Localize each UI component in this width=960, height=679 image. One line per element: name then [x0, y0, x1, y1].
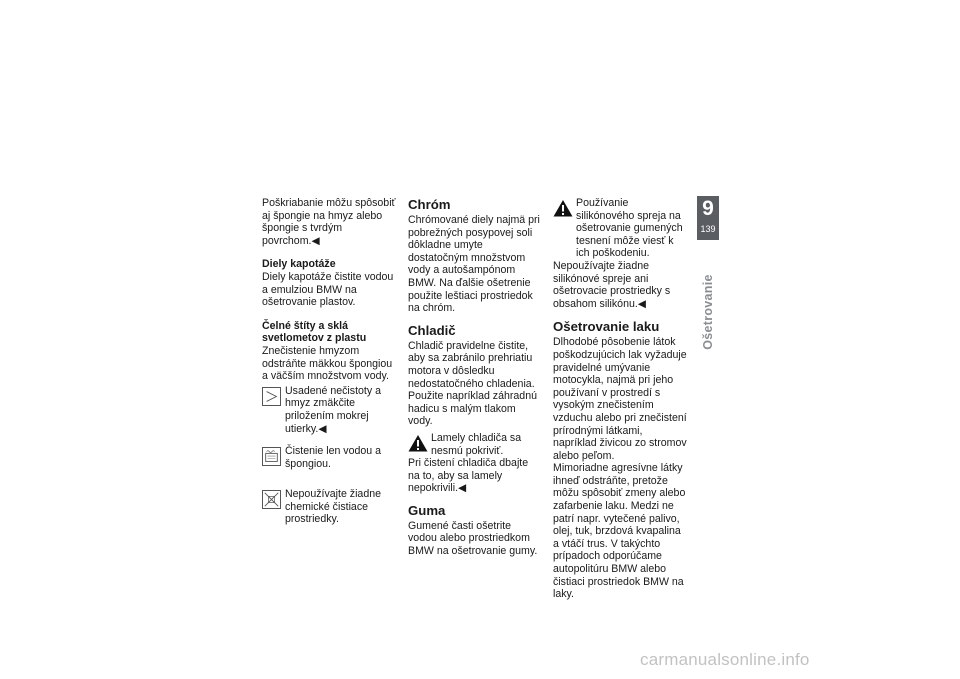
chapter-title-text: Ošetrovanie — [701, 274, 715, 350]
text-chladic-3: Pri čistení chladiča dbajte na to, aby sa lamely nepokrivili.◀ — [408, 457, 529, 495]
section-fairing — [262, 258, 396, 308]
text-chladic-2: Použite napríklad záhradnú hadicu s malým tlakom vody. — [408, 390, 537, 428]
text-lak-1: Dlhodobé pôsobenie látok poškodzujúcich lak vyžaduje pravidelné umývanie motocykla, najmä pri jeho používaní v prostredí s vysokým znečistením vzduchu alebo pri znečistení prírodnými látkami, napríklad živicou zo stromov alebo peľom. — [553, 336, 687, 462]
warning-text-silicone-2: Nepoužívajte žiadne silikónové spreje ani ošetrovacie prostriedky s obsahom silikónu.◀ — [553, 259, 671, 310]
column-3 — [553, 197, 687, 601]
section-windshield — [262, 320, 396, 383]
section-text-fairing: Diely kapotáže čistite vodou a emulziou BMW na ošetrovanie plastov. — [262, 270, 394, 309]
note-wet-cloth — [262, 385, 396, 435]
text-chrom: Chrómované diely najmä pri pobrežných posypovej soli dôkladne umyte dostatočným množstvom vody a autošampónom BMW. Na ďalšie ošetrenie použite leštiaci prostriedok na chróm. — [408, 214, 540, 315]
chapter-number: 9 — [702, 197, 714, 220]
section-title-fairing: Diely kapotáže — [262, 258, 336, 271]
text-lak-2: Mimoriadne agresívne látky ihneď odstráňte, pretože môžu spôsobiť zmeny alebo zafarbenie laku. Medzi ne patrí napr. vytečené palivo, olej, tuk, brzdová kvapalina a vtáčí trus. V takýchto prípadoch odporúčame autopolitúru BMW alebo čistiaci prostriedok BMW na laky. — [553, 462, 686, 601]
section-text-windshield: Znečistenie hmyzom odstráňte mäkkou špongiou a väčším množstvom vody. — [262, 344, 393, 383]
note-text-water-sponge: Čistenie len vodou a špongiou. — [285, 445, 381, 470]
heading-guma: Guma — [408, 502, 446, 518]
note-text-wet-cloth: Usadené nečistoty a hmyz zmäkčite priložením mokrej utierky.◀ — [285, 384, 381, 435]
text-guma: Gumené časti ošetrite vodou alebo prostriedkom BMW na ošetrovanie gumy. — [408, 519, 538, 558]
column-1 — [262, 197, 396, 526]
heading-chrom: Chróm — [408, 197, 451, 212]
warning-text-silicone: Používanie silikónového spreja na ošetrovanie gumených tesnení môže viesť k ich poškodeniu. — [576, 197, 683, 260]
heading-lak: Ošetrovanie laku — [553, 319, 660, 335]
warning-silicone — [553, 197, 687, 260]
section-title-windshield: Čelné štíty a sklá svetlometov z plastu — [262, 319, 367, 345]
chapter-title — [701, 268, 715, 356]
text-chladic-1: Chladič pravidelne čistite, aby sa zabránilo prehriatiu motora v dôsledku nedostatočného chladenia. — [408, 339, 535, 390]
no-chemicals-icon — [262, 490, 281, 509]
watermark: carmanualsonline.info — [640, 650, 810, 669]
page-number: 139 — [700, 224, 716, 234]
warning-triangle-icon — [553, 199, 573, 217]
warning-triangle-icon — [408, 434, 428, 452]
warning-text-radiator: Lamely chladiča sa nesmú pokriviť. — [431, 431, 522, 457]
note-no-chemicals — [262, 488, 396, 526]
note-text-no-chemicals: Nepoužívajte žiadne chemické čistiace prostriedky. — [285, 488, 381, 526]
column-2 — [408, 197, 542, 558]
note-water-sponge — [262, 445, 396, 471]
warning-radiator — [408, 432, 542, 457]
heading-chladic: Chladič — [408, 322, 456, 338]
wet-cloth-icon — [262, 387, 281, 406]
intro-paragraph: Poškriabanie môžu spôsobiť aj špongie na hmyz alebo špongie s tvrdým povrchom.◀ — [262, 197, 396, 247]
chapter-tab — [697, 196, 719, 240]
water-sponge-icon — [262, 447, 281, 466]
